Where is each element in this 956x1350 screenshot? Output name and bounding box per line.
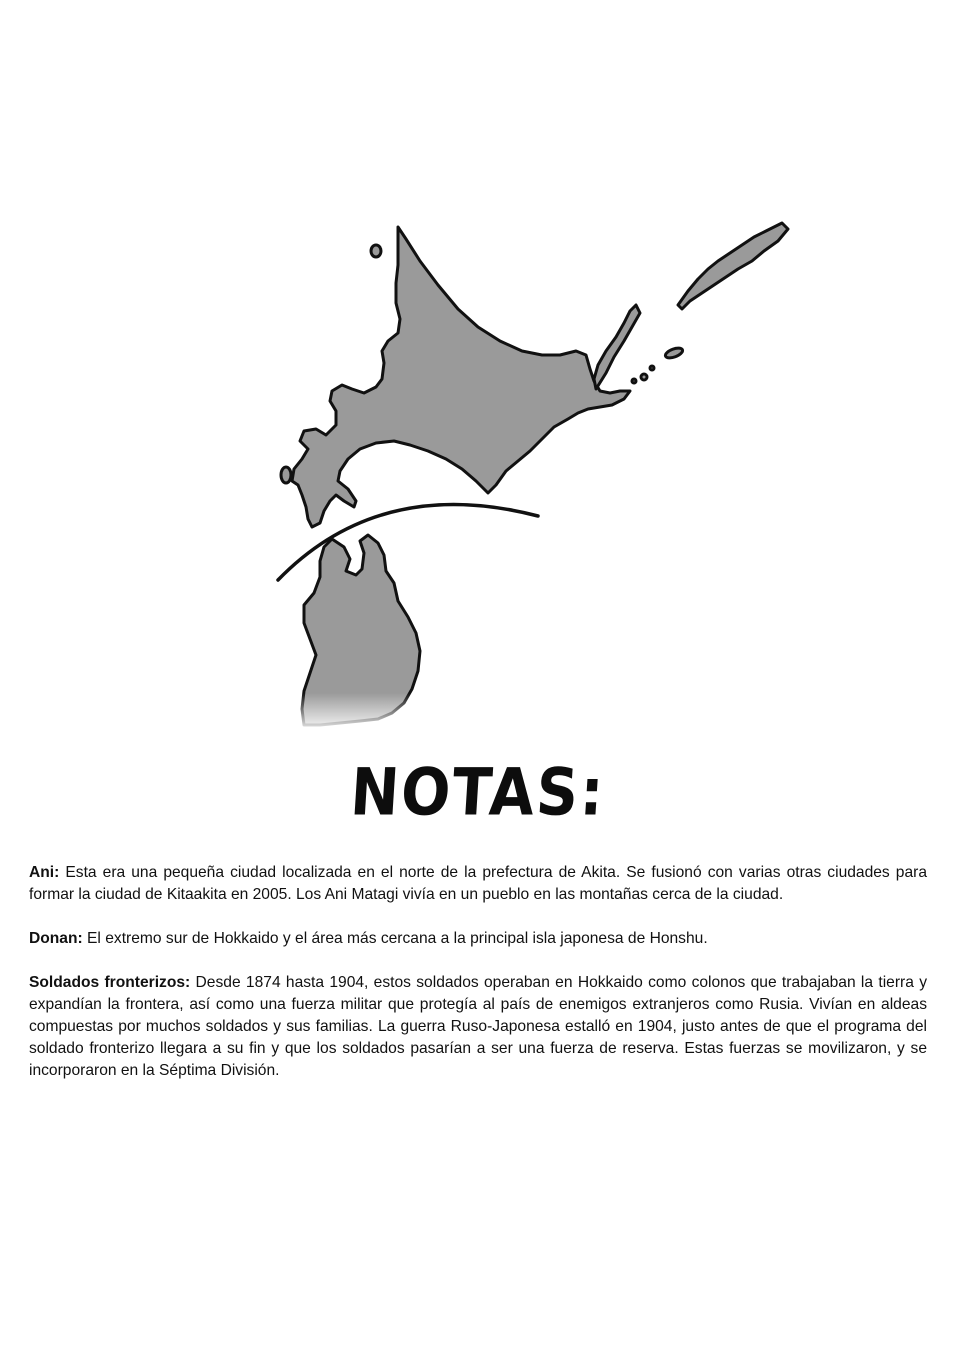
note-term: Soldados fronterizos: (29, 974, 191, 991)
note-donan (29, 928, 927, 950)
note-text: El extremo sur de Hokkaido y el área más cercana a la principal isla japonesa de Honshu. (82, 930, 708, 947)
map-fade (290, 693, 430, 733)
note-soldados (29, 972, 927, 1082)
japan-north-map (260, 205, 800, 735)
map-svg (260, 205, 800, 735)
note-text: Esta era una pequeña ciudad localizada en el norte de la prefectura de Akita. Se fusionó con varias otras ciudades para formar la ciudad de Kitaakita en 2005. Los Ani Matagi vivía en un pueblo en las montañas cerca de la ciudad. (29, 864, 927, 903)
habomai-islet-2 (632, 379, 636, 383)
note-term: Ani: (29, 864, 60, 881)
iturup-island (678, 223, 788, 309)
page-title: NOTAS: (348, 753, 608, 831)
rishiri-island (371, 245, 381, 257)
note-term: Donan: (29, 930, 83, 947)
note-ani (29, 862, 927, 906)
habomai-islet-1 (641, 374, 647, 380)
note-text: Desde 1874 hasta 1904, estos soldados operaban en Hokkaido como colonos que trabajaban la tierra y expandían la frontera, así como una fuerza militar que protegía al país de enemigos extranjeros como Rusia. Vivían en aldeas compuestas por muchos soldados y sus familias. La guerra Ruso-Japonesa estalló en 1904, justo antes de que el programa del soldado fronterizo llegara a su fin y que los soldados pasarían a ser una fuerza de reserva. Estas fuerzas se movilizaron, y se incorporaron en la Séptima División. (29, 974, 927, 1079)
kunashir-island (594, 305, 640, 389)
habomai-islet-3 (650, 366, 654, 370)
hokkaido-island (292, 227, 630, 527)
okushiri-island (281, 467, 291, 483)
shikotan-island (664, 346, 684, 360)
notes-section (29, 862, 927, 1104)
